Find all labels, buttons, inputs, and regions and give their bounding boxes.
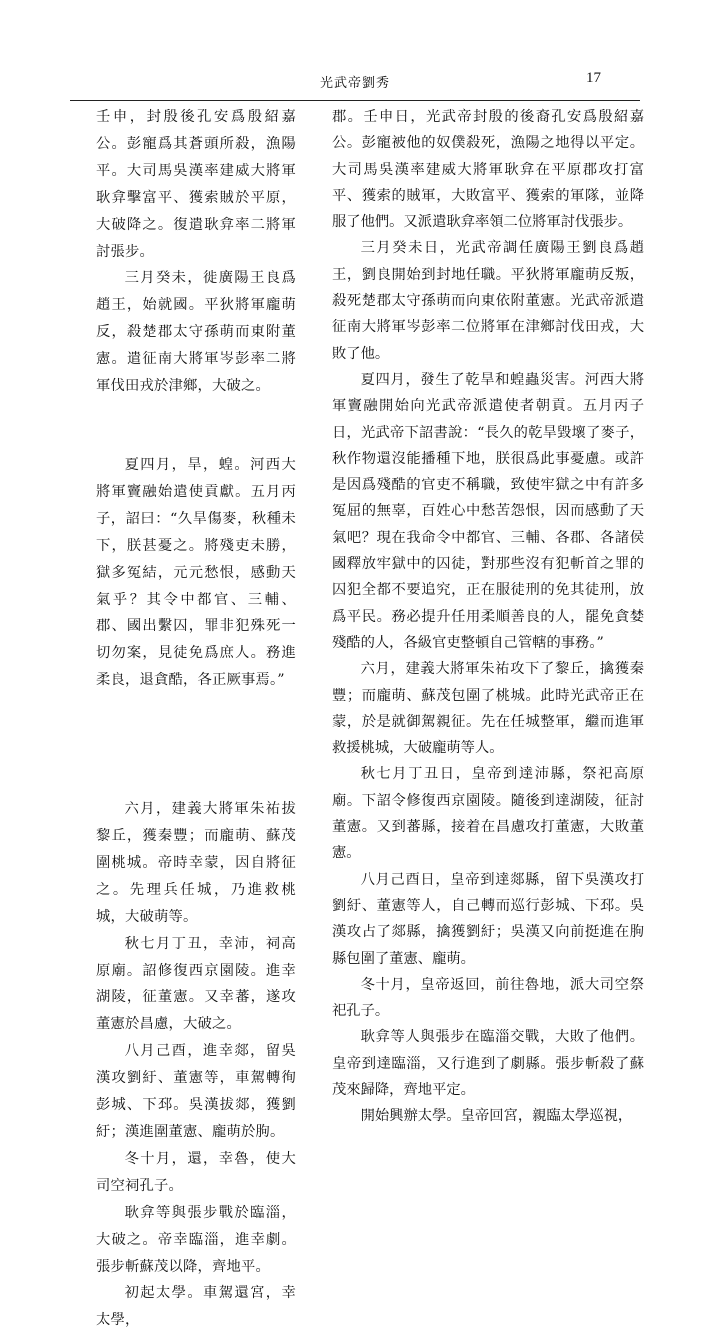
- translation-paragraph: 三月癸未日，光武帝調任廣陽王劉良爲趙王，劉良開始到封地任職。平狄將軍龐萌反叛，殺死楚郡太守孫萌而向東依附董憲。光武帝派遣征南大將軍岑彭率二位將軍在津鄉討伐田戎，大敗了他。: [332, 240, 644, 362]
- translation-paragraph: 六月，建義大將軍朱祐攻下了黎丘，擒獲秦豐；而龐萌、蘇茂包圍了桃城。此時光武帝正在蒙，於是就御駕親征。先在任城整軍，繼而進軍救援桃城，大破龐萌等人。: [332, 661, 644, 757]
- translation-paragraph: 夏四月，發生了乾旱和蝗蟲災害。河西大將軍竇融開始向光武帝派遣使者朝貢。五月丙子日，光武帝下詔書說：“長久的乾旱毀壞了麥子，秋作物還沒能播種下地，朕很爲此事憂慮。或許是因爲殘酷的官吏不稱職，致使牢獄之中有許多冤屈的無辜，百姓心中愁苦怨恨，因而感動了天氣吧？現在我命令中都官、三輔、各郡、各諸侯國釋放牢獄中的囚徒，對那些沒有犯斬首之罪的囚犯全都不要追究，正在服徒刑的免其徒刑，放爲平民。務必提升任用柔順善良的人，罷免貪婪殘酷的人，各級官吏整頓自己管轄的事務。”: [332, 371, 644, 651]
- classical-paragraph: 三月癸未，徙廣陽王良爲趙王，始就國。平狄將軍龐萌反，殺楚郡太守孫萌而東附董憲。遣征南大將軍岑彭率二將軍伐田戎於津鄉，大破之。: [96, 270, 296, 395]
- classical-paragraph: 冬十月，還，幸魯，使大司空祠孔子。: [96, 1150, 296, 1194]
- page-header: [0, 60, 716, 100]
- classical-paragraph: 夏四月，旱，蝗。河西大將軍竇融始遣使貢獻。五月丙子，詔曰：“久旱傷麥，秋種未下，朕甚憂之。將殘吏未勝，獄多冤結，元元愁恨，感動天氣乎？其令中都官、三輔、郡、國出繫囚，罪非犯殊死一切勿案，見徒免爲庶人。務進柔良，退貪酷，各正厥事焉。”: [96, 456, 296, 689]
- classical-paragraph: 壬申，封殷後孔安爲殷紹嘉公。彭寵爲其蒼頭所殺，漁陽平。大司馬吳漢率建威大將軍耿弇擊富平、獲索賊於平原，大破降之。復遣耿弇率二將軍討張步。: [96, 109, 296, 260]
- classical-paragraph: 初起太學。車駕還宮，幸太學，: [96, 1285, 296, 1329]
- translation-paragraph: 郡。壬申日，光武帝封殷的後裔孔安爲殷紹嘉公。彭寵被他的奴僕殺死，漁陽之地得以平定。大司馬吳漢率建威大將軍耿弇在平原郡攻打富平、獲索的賊軍，大敗富平、獲索的軍隊，並降服了他們。又派遣耿弇率領二位將軍討伐張步。: [332, 109, 644, 231]
- translation-column: [332, 104, 644, 1130]
- classical-paragraph: 秋七月丁丑，幸沛，祠高原廟。詔修復西京園陵。進幸湖陵，征董憲。又幸蕃，遂攻董憲於昌慮，大破之。: [96, 935, 296, 1033]
- translation-paragraph: 秋七月丁丑日，皇帝到達沛縣，祭祀高原廟。下詔令修復西京園陵。隨後到達湖陵，征討董憲。又到蕃縣，接着在昌慮攻打董憲，大敗董憲。: [332, 766, 644, 862]
- classical-paragraph: 八月己酉，進幸郯，留吳漢攻劉紆、董憲等，車駕轉徇彭城、下邳。吳漢拔郯，獲劉紆；漢進圍董憲、龐萌於朐。: [96, 1043, 296, 1140]
- translation-paragraph: 耿弇等人與張步在臨淄交戰，大敗了他們。皇帝到達臨淄，又行進到了劇縣。張步斬殺了蘇茂來歸降，齊地平定。: [332, 1029, 644, 1098]
- page-number: 17: [586, 70, 601, 86]
- translation-paragraph: 開始興辦太學。皇帝回宮，親臨太學巡視，: [360, 1108, 633, 1125]
- classical-paragraph: 六月，建義大將軍朱祐拔黎丘，獲秦豐；而龐萌、蘇茂圍桃城。帝時幸蒙，因自將征之。先理兵任城，乃進救桃城，大破萌等。: [96, 801, 296, 925]
- classical-text-column: [96, 104, 296, 1334]
- translation-paragraph: 冬十月，皇帝返回，前往魯地，派大司空祭祀孔子。: [332, 976, 644, 1020]
- header-rule: [70, 100, 640, 101]
- running-title: 光武帝劉秀: [320, 76, 391, 91]
- translation-paragraph: 八月己酉日，皇帝到達郯縣，留下吳漢攻打劉紆、董憲等人，自己轉而巡行彭城、下邳。吳漢攻占了郯縣，擒獲劉紆；吳漢又向前挺進在朐縣包圍了董憲、龐萌。: [332, 871, 644, 967]
- classical-paragraph: 耿弇等與張步戰於臨淄，大破之。帝幸臨淄，進幸劇。張步斬蘇茂以降，齊地平。: [96, 1204, 296, 1275]
